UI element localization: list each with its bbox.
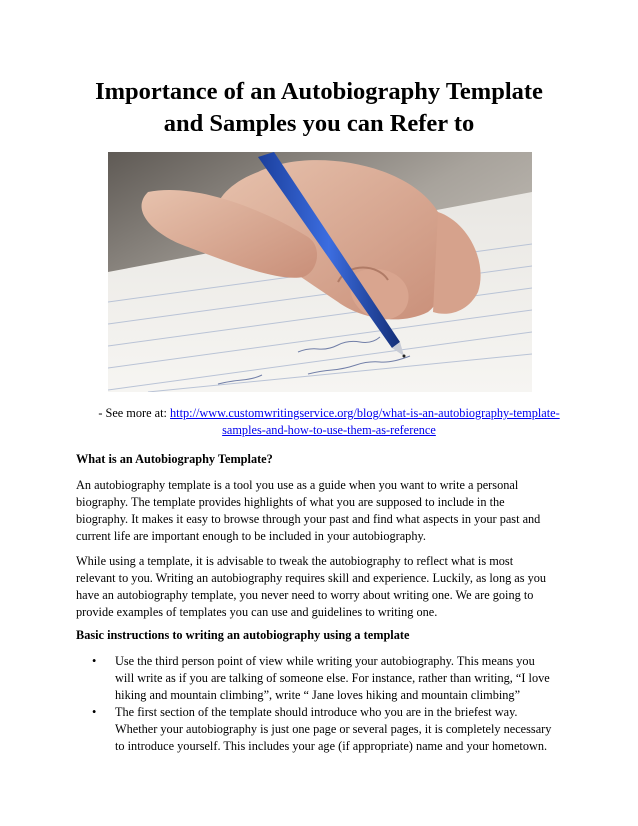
- paragraph-definition: [76, 477, 576, 545]
- list-item: [76, 704, 570, 754]
- see-more-prefix: - See more at:: [98, 406, 171, 420]
- list-item-line: Whether your autobiography is just one page or several pages, it is completely necessary: [115, 722, 552, 737]
- list-item-line: The first section of the template should introduce who you are in the briefest way.: [115, 705, 518, 720]
- title-line-2: and Samples you can Refer to: [163, 110, 475, 137]
- paragraph-line: relevant to you. Writing an autobiography requires skill and experience. Luckily, as long as you: [76, 571, 547, 585]
- hand-writing-photo: [108, 152, 532, 392]
- see-more-reference: [70, 405, 588, 439]
- section-heading-what-is: What is an Autobiography Template?: [76, 452, 273, 466]
- source-link-line-1: http://www.customwritingservice.org/blog/what-is-an-autobiography-template-: [170, 406, 560, 420]
- list-item-line: to introduce yourself. This includes your age (if appropriate) name and your hometown.: [115, 738, 548, 753]
- list-item-line: will write as if you are talking of someone else. For instance, rather than writing, “I love: [115, 670, 550, 685]
- list-item: [76, 653, 570, 703]
- paragraph-line: An autobiography template is a tool you use as a guide when you want to write a personal: [76, 478, 519, 492]
- bullet-icon: •: [92, 705, 97, 720]
- paragraph-line: biography. It makes it easy to browse through your past and find what aspects in your past and: [76, 512, 541, 526]
- instructions-list: [76, 653, 570, 756]
- paragraph-line: have an autobiography template, you never need to worry about writing one. We are going to: [76, 588, 534, 602]
- paragraph-line: biography. The template provides highlights of what you are supposed to include in the: [76, 495, 505, 509]
- paragraph-line: current life are important enough to be included in your autobiography.: [76, 529, 426, 543]
- paragraph-line: While using a template, it is advisable to tweak the autobiography to reflect what is most: [76, 554, 514, 568]
- paragraph-usage: [76, 553, 576, 621]
- paragraph-line: provide examples of templates you can use and guidelines to writing one.: [76, 605, 438, 619]
- list-item-line: hiking and mountain climbing”, write “ Jane loves hiking and mountain climbing”: [115, 687, 521, 702]
- title-line-1: Importance of an Autobiography Template: [95, 78, 543, 105]
- source-link[interactable]: [170, 406, 560, 437]
- source-link-line-2: samples-and-how-to-use-them-as-reference: [222, 423, 436, 437]
- document-title: [60, 76, 578, 140]
- list-item-line: Use the third person point of view while writing your autobiography. This means you: [115, 654, 535, 668]
- section-heading-instructions: Basic instructions to writing an autobiography using a template: [76, 628, 410, 642]
- bullet-icon: •: [92, 654, 97, 668]
